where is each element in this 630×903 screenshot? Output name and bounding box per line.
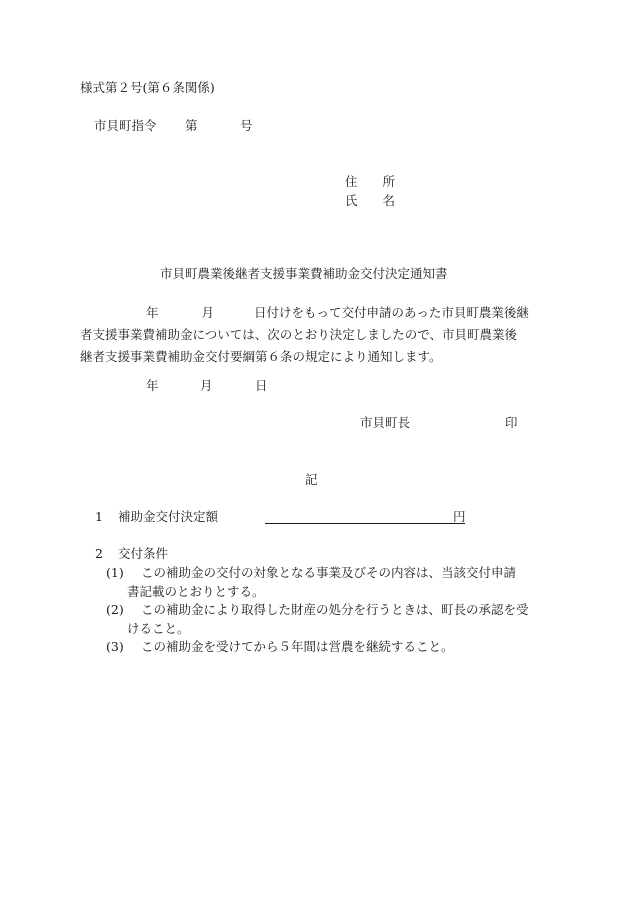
item-1-label: 補助金交付決定額	[118, 509, 219, 524]
body-line-3: 継者支援事業費補助金交付要綱第６条の規定により通知します。	[80, 349, 442, 364]
item-2-label: 交付条件	[118, 546, 169, 561]
body-line-2: 者支援事業費補助金については、次のとおり決定しましたので、市貝町農業後	[80, 327, 518, 342]
condition-3-marker: (3)	[106, 639, 124, 654]
condition-2-marker: (2)	[106, 602, 124, 617]
body-paragraph	[80, 302, 550, 368]
item-2-number: 2	[95, 546, 103, 561]
name-label: 氏 名	[345, 193, 396, 208]
address-label: 住 所	[345, 174, 396, 189]
body-month: 月	[201, 305, 215, 320]
reference-dai: 第	[185, 118, 198, 133]
item-1-unit: 円	[453, 509, 466, 524]
condition-2-line-1: この補助金により取得した財産の処分を行うときは、町長の承認を受	[141, 602, 529, 617]
body-year: 年	[146, 305, 159, 320]
reference-prefix: 市貝町指令	[94, 118, 157, 133]
condition-3-line-1: この補助金を受けてから５年間は営農を継続すること。	[141, 639, 454, 654]
issuer-name: 市貝町長	[360, 415, 411, 430]
reference-go: 号	[240, 118, 253, 133]
seal-mark: 印	[505, 415, 518, 430]
ki-heading: 記	[305, 472, 318, 487]
body-line-1	[80, 302, 550, 324]
form-number-label: 様式第２号(第６条関係)	[80, 80, 215, 95]
date-day: 日	[255, 378, 268, 393]
item-1-number: 1	[95, 509, 103, 524]
condition-1-line-2: 書記載のとおりとする。	[127, 584, 265, 599]
body-line-1-rest: 日付けをもって交付申請のあった市貝町農業後継	[254, 305, 529, 320]
condition-2-line-2: けること。	[127, 621, 190, 636]
condition-1-line-1: この補助金の交付の対象となる事業及びその内容は、当該交付申請	[141, 565, 517, 580]
amount-underline	[265, 523, 465, 524]
document-title: 市貝町農業後継者支援事業費補助金交付決定通知書	[160, 266, 448, 281]
date-month: 月	[200, 378, 213, 393]
condition-1-marker: (1)	[106, 565, 124, 580]
date-year: 年	[146, 378, 159, 393]
